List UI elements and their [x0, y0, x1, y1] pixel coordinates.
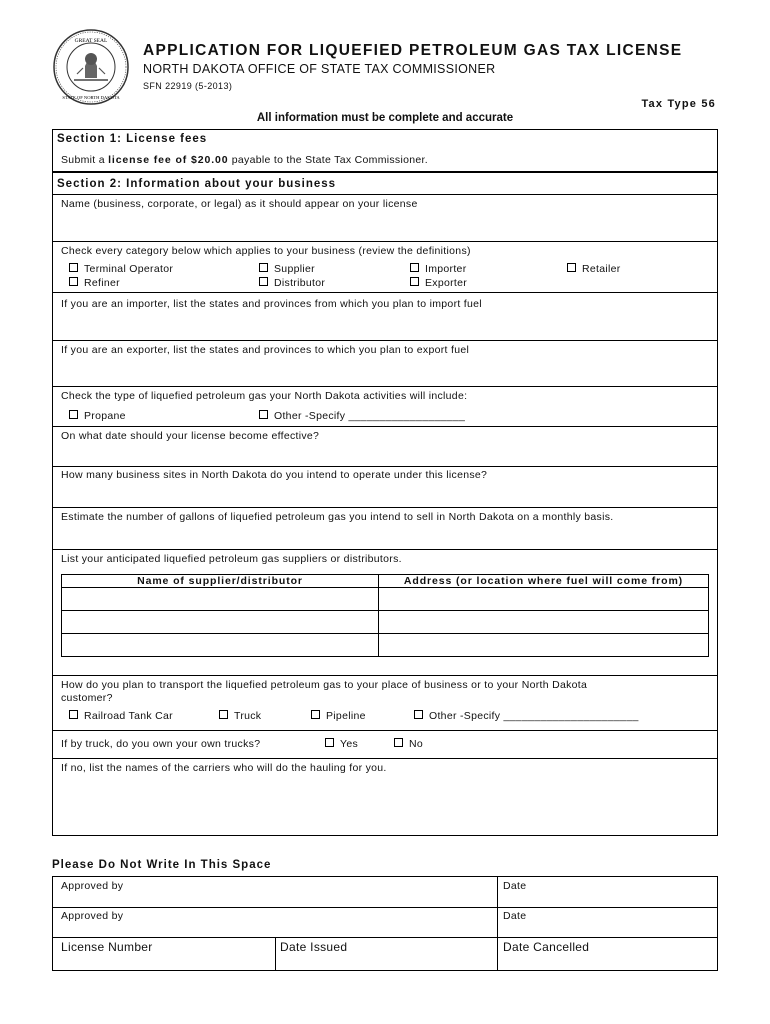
svg-text:GREAT SEAL: GREAT SEAL: [74, 38, 108, 44]
approved-by-label-2: Approved by: [61, 910, 124, 922]
gallons-field[interactable]: [53, 525, 717, 549]
form-title: APPLICATION FOR LIQUEFIED PETROLEUM GAS TAX LICENSE: [143, 42, 683, 59]
form-number: SFN 22919 (5-2013): [143, 81, 233, 91]
supplier-name-cell[interactable]: [62, 611, 379, 634]
supplier-address-cell[interactable]: [379, 634, 709, 657]
supplier-name-header: Name of supplier/distributor: [62, 575, 379, 588]
checkbox-retailer[interactable]: Retailer: [567, 263, 621, 275]
supplier-name-cell[interactable]: [62, 634, 379, 657]
suppliers-table: [61, 574, 709, 657]
section-1-heading: Section 1: License fees: [57, 133, 208, 145]
office-use-box: [52, 876, 718, 971]
table-row: [62, 634, 709, 657]
date-label-2: Date: [503, 910, 527, 922]
checkbox-railroad-tank-car[interactable]: Railroad Tank Car: [69, 710, 173, 722]
supplier-address-header: Address (or location where fuel will come from): [379, 575, 709, 588]
checkbox-distributor[interactable]: Distributor: [259, 277, 325, 289]
checkbox-propane[interactable]: Propane: [69, 410, 126, 422]
gallons-label: Estimate the number of gallons of liquefied petroleum gas you intend to sell in North Dakota on a monthly basis.: [61, 511, 614, 523]
date-cancelled-label: Date Cancelled: [503, 940, 590, 954]
date-label-1: Date: [503, 880, 527, 892]
tax-type: Tax Type 56: [641, 98, 716, 110]
transport-label-line-1: How do you plan to transport the liquefied petroleum gas to your place of business or to your North Dakota: [61, 679, 588, 691]
completeness-notice: All information must be complete and accurate: [256, 112, 514, 124]
office-use-heading: Please Do Not Write In This Space: [52, 859, 272, 871]
checkbox-own-trucks-no[interactable]: No: [394, 738, 423, 750]
category-label: Check every category below which applies to your business (review the definitions): [61, 245, 471, 257]
checkbox-other-transport[interactable]: Other -Specify ______________________: [414, 710, 639, 722]
checkbox-pipeline[interactable]: Pipeline: [311, 710, 366, 722]
business-sites-label: How many business sites in North Dakota do you intend to operate under this license?: [61, 469, 488, 481]
svg-text:STATE OF NORTH DAKOTA: STATE OF NORTH DAKOTA: [62, 95, 120, 100]
business-name-field[interactable]: [53, 210, 717, 241]
checkbox-importer[interactable]: Importer: [410, 263, 467, 275]
checkbox-refiner[interactable]: Refiner: [69, 277, 120, 289]
transport-label-line-2: customer?: [61, 692, 113, 704]
checkbox-other-gas[interactable]: Other -Specify ___________________: [259, 410, 465, 422]
business-name-label: Name (business, corporate, or legal) as it should appear on your license: [61, 198, 418, 210]
carriers-field[interactable]: [53, 776, 717, 834]
importer-states-field[interactable]: [53, 312, 717, 340]
suppliers-label: List your anticipated liquefied petroleum gas suppliers or distributors.: [61, 553, 402, 565]
gas-type-label: Check the type of liquefied petroleum gas your North Dakota activities will include:: [61, 390, 468, 402]
checkbox-own-trucks-yes[interactable]: Yes: [325, 738, 358, 750]
supplier-address-cell[interactable]: [379, 588, 709, 611]
license-number-label: License Number: [61, 940, 153, 954]
effective-date-field[interactable]: [53, 444, 717, 466]
checkbox-exporter[interactable]: Exporter: [410, 277, 467, 289]
form-subtitle: NORTH DAKOTA OFFICE OF STATE TAX COMMISSIONER: [143, 62, 496, 76]
exporter-states-field[interactable]: [53, 358, 717, 386]
table-row: [62, 588, 709, 611]
supplier-address-cell[interactable]: [379, 611, 709, 634]
exporter-label: If you are an exporter, list the states and provinces to which you plan to export fuel: [61, 344, 470, 356]
application-form: [52, 129, 718, 836]
date-issued-label: Date Issued: [280, 940, 348, 954]
business-sites-field[interactable]: [53, 483, 717, 507]
checkbox-supplier[interactable]: Supplier: [259, 263, 315, 275]
own-trucks-label: If by truck, do you own your own trucks?: [61, 738, 261, 750]
approved-by-label-1: Approved by: [61, 880, 124, 892]
table-row: [62, 611, 709, 634]
section-1-text: Submit a license fee of $20.00 payable to the State Tax Commissioner.: [61, 154, 428, 166]
checkbox-terminal-operator[interactable]: Terminal Operator: [69, 263, 173, 275]
importer-label: If you are an importer, list the states and provinces from which you plan to import fuel: [61, 298, 482, 310]
state-seal-logo: [52, 28, 130, 106]
section-2-heading: Section 2: Information about your business: [57, 178, 337, 190]
carriers-label: If no, list the names of the carriers who will do the hauling for you.: [61, 762, 387, 774]
checkbox-truck[interactable]: Truck: [219, 710, 261, 722]
supplier-name-cell[interactable]: [62, 588, 379, 611]
effective-date-label: On what date should your license become effective?: [61, 430, 320, 442]
